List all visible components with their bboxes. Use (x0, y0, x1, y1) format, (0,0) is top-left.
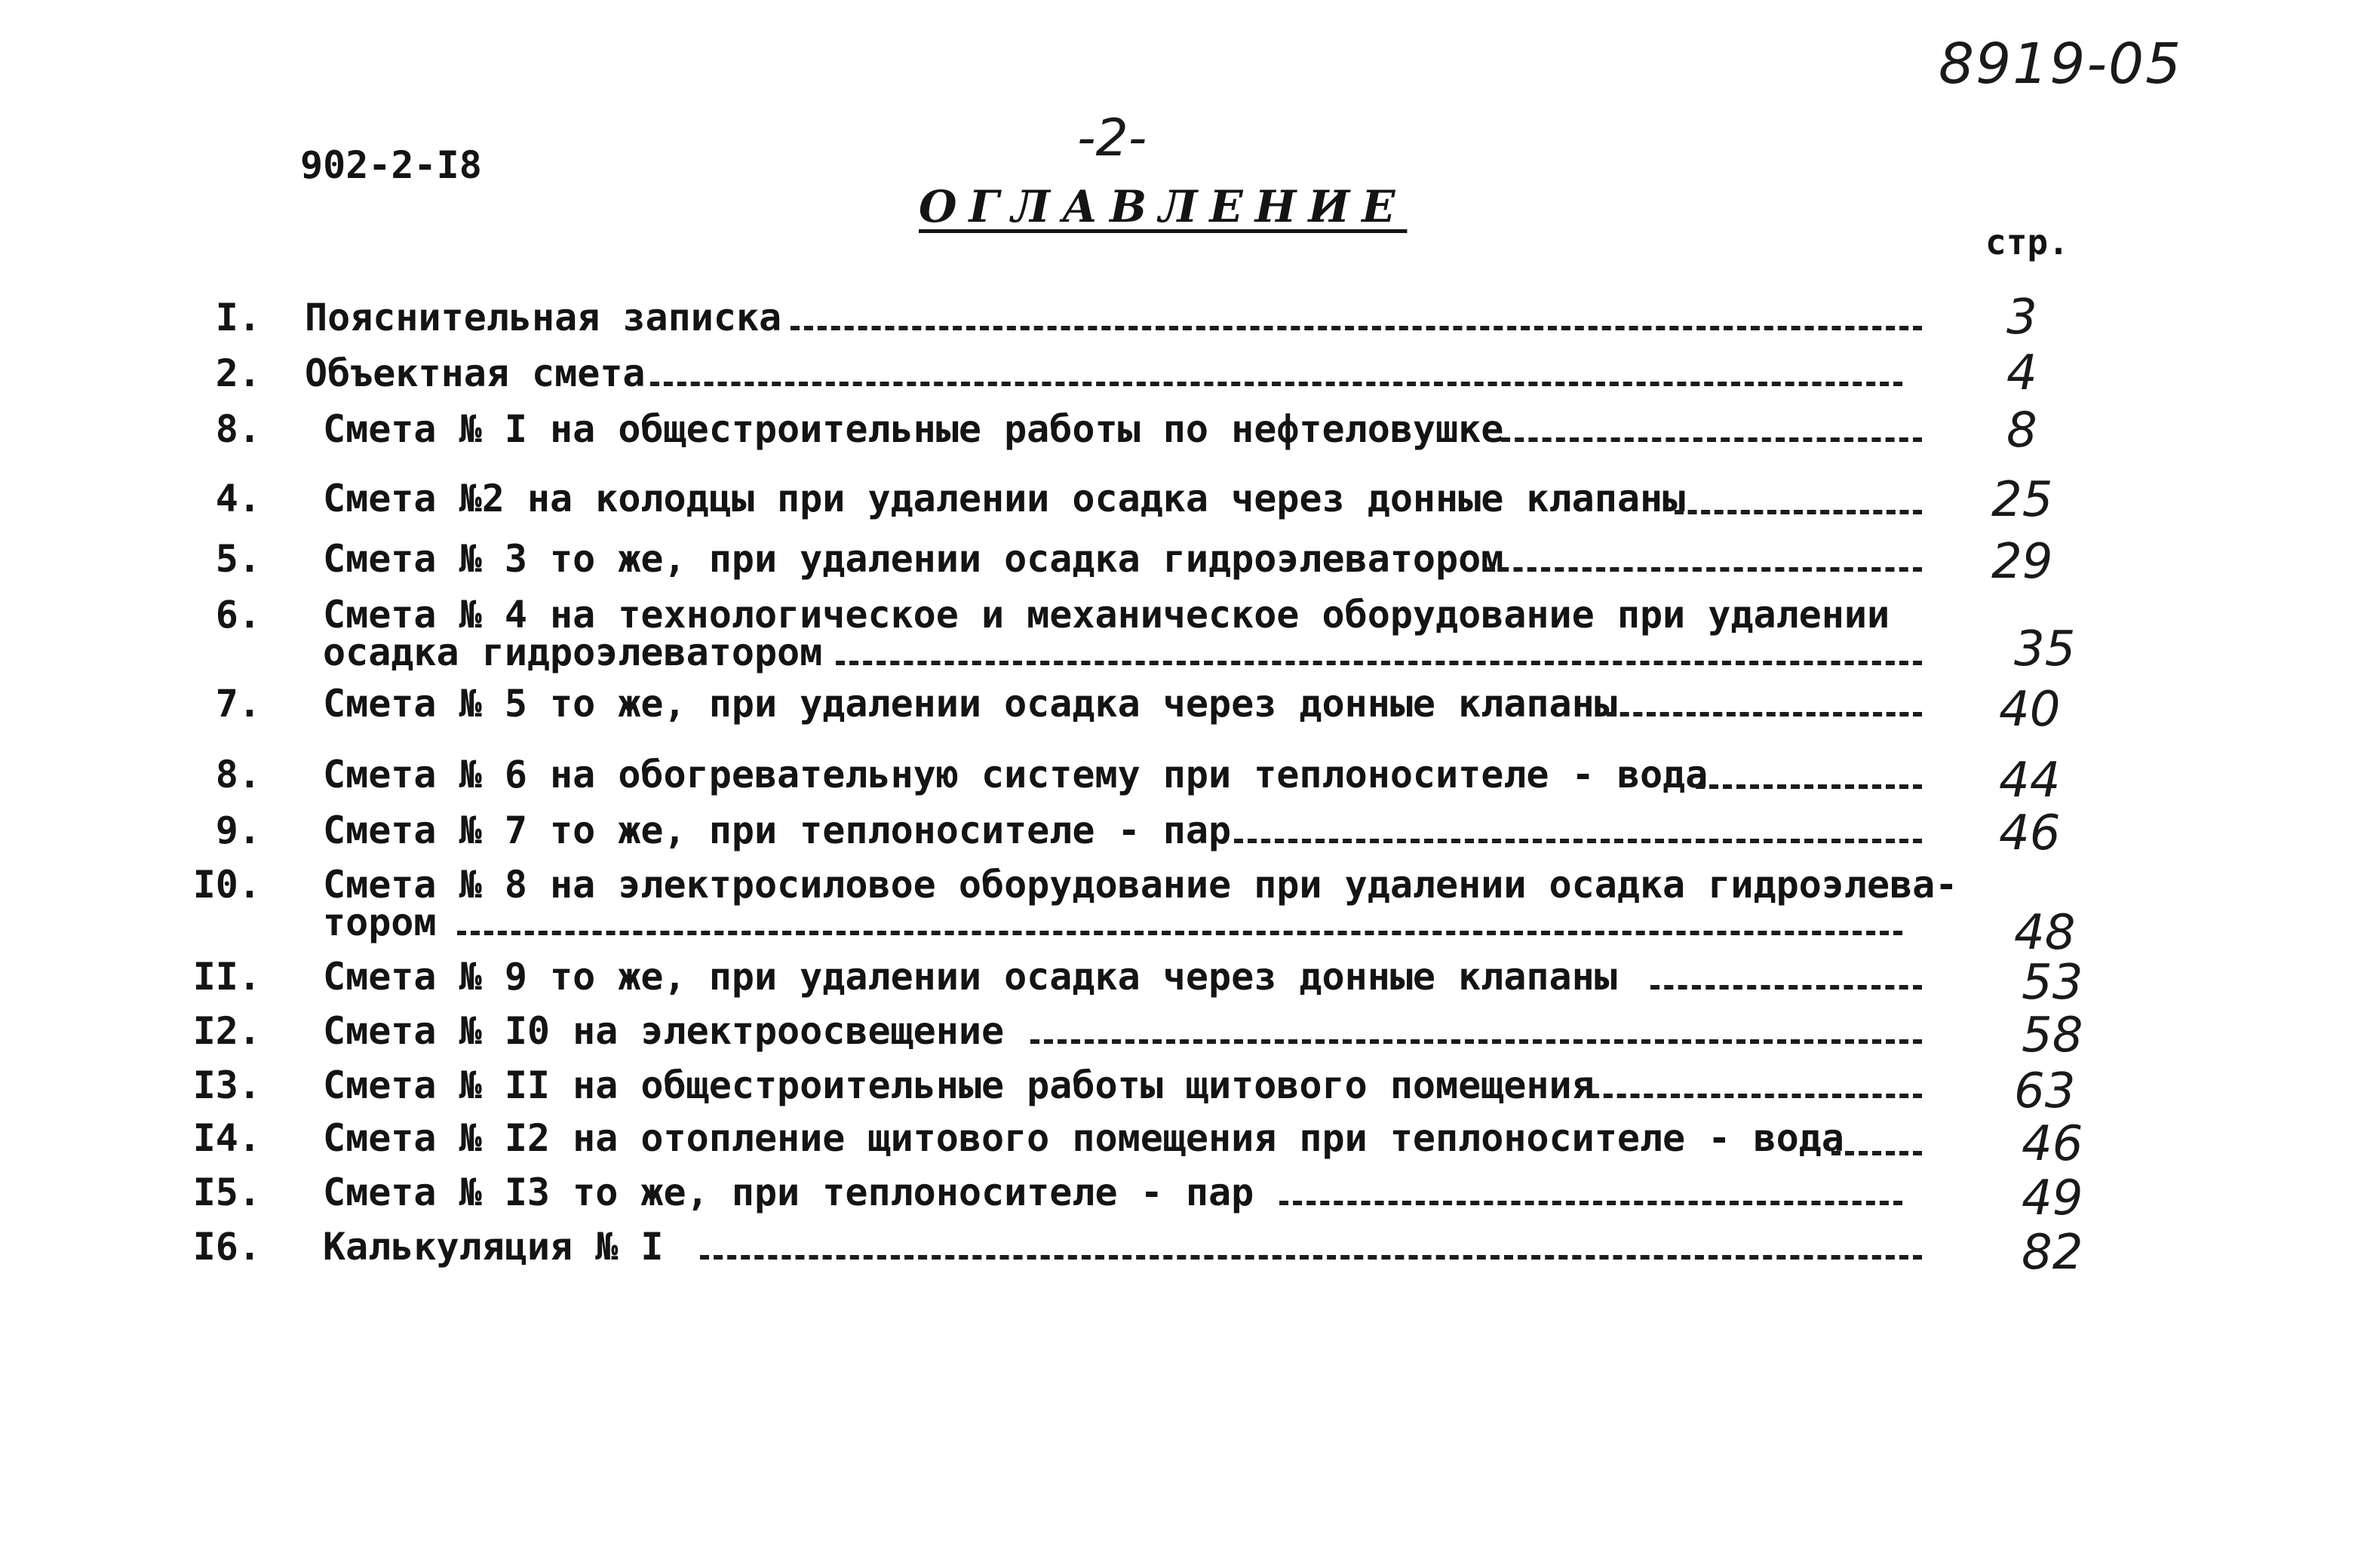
dot-leader (1675, 510, 1922, 514)
toc-entry-page: 58 (2022, 1008, 2083, 1063)
dot-leader (1590, 1094, 1922, 1098)
toc-entry-number: 8. (215, 407, 261, 451)
toc-entry-text: Калькуляция № I (323, 1225, 664, 1269)
dot-leader (1831, 1151, 1922, 1155)
page-number: -2- (1077, 109, 1147, 168)
toc-entry-number: 9. (215, 809, 261, 852)
toc-entry-text: Смета № I0 на электроосвещение (323, 1009, 1005, 1053)
toc-entry-text: Смета № I2 на отопление щитового помещения при теплоносителе - вода (323, 1116, 1844, 1160)
toc-entry-number: I0. (192, 863, 261, 907)
toc-entry-page: 48 (2014, 905, 2076, 961)
dot-leader (1650, 985, 1922, 990)
toc-entry-number: 5. (215, 537, 261, 581)
toc-entry-page: 44 (1999, 753, 2061, 809)
toc-entry-number: 8. (215, 753, 261, 796)
toc-entry-number: 4. (215, 477, 261, 520)
toc-entry-number: II. (192, 955, 261, 999)
dot-leader (836, 661, 1922, 665)
dot-leader (1607, 712, 1922, 716)
toc-entry-page: 25 (1991, 472, 2053, 528)
toc-entry-text: Пояснительная записка (305, 296, 782, 339)
dot-leader (1501, 437, 1922, 442)
document-code: 902-2-I8 (300, 143, 482, 187)
toc-entry-number: 6. (215, 593, 261, 637)
toc-entry-text: Смета № 9 то же, при удалении осадка через донные клапаны (323, 955, 1617, 999)
toc-entry-text: Смета № I на общестроительные работы по нефтеловушке (323, 407, 1504, 451)
toc-entry-number: I5. (192, 1171, 261, 1214)
archive-number: 8919-05 (1939, 32, 2183, 97)
toc-entry-number: I6. (192, 1225, 261, 1269)
toc-entry-text: Смета № 4 на технологическое и механическое оборудование при удалении (323, 593, 1890, 637)
toc-entry-page: 29 (1991, 534, 2053, 590)
toc-entry-text: Смета № 3 то же, при удалении осадка гидроэлеватором (323, 537, 1504, 581)
toc-entry-page: 3 (2006, 290, 2037, 345)
toc-entry-page: 82 (2022, 1225, 2083, 1281)
toc-entry-page: 49 (2022, 1171, 2083, 1226)
dot-leader (1030, 1039, 1922, 1044)
toc-entry-page: 40 (1999, 682, 2061, 738)
toc-entry-page: 46 (1999, 805, 2061, 861)
toc-entry-page: 46 (2022, 1116, 2083, 1172)
toc-entry-number: I3. (192, 1063, 261, 1107)
dot-leader (1234, 839, 1922, 843)
dot-leader (1486, 567, 1922, 572)
toc-entry-page: 4 (2006, 345, 2037, 401)
toc-entry-number: I4. (192, 1116, 261, 1160)
toc-entry-number: I2. (192, 1009, 261, 1053)
toc-entry-text: Смета №2 на колодцы при удалении осадка через донные клапаны (323, 477, 1686, 520)
toc-entry-text-continued: осадка гидроэлеватором (323, 631, 823, 674)
toc-entry-page: 63 (2014, 1063, 2076, 1119)
toc-entry-page: 8 (2006, 403, 2037, 459)
dot-leader (791, 326, 1922, 330)
toc-entry-text: Объектная смета (305, 351, 646, 395)
toc-entry-text: Смета № 6 на обогревательную систему при теплоносителе - вода (323, 753, 1709, 796)
toc-entry-page: 53 (2022, 955, 2083, 1011)
toc-entry-text: Смета № 8 на электросиловое оборудование при удалении осадка гидроэлева- (323, 863, 1958, 907)
toc-entry-page: 35 (2014, 621, 2076, 677)
dot-leader (1279, 1201, 1902, 1205)
toc-entry-text: Смета № I3 то же, при теплоносителе - пар (323, 1171, 1254, 1214)
dot-leader (1696, 784, 1922, 789)
toc-entry-number: 7. (215, 682, 261, 726)
dot-leader (457, 931, 1902, 935)
page-column-header: стр. (1985, 222, 2069, 262)
toc-entry-number: I. (215, 296, 261, 339)
toc-entry-text: Смета № 7 то же, при теплоносителе - пар (323, 809, 1232, 852)
toc-entry-text: Смета № 5 то же, при удалении осадка через донные клапаны (323, 682, 1617, 726)
toc-entry-number: 2. (215, 351, 261, 395)
dot-leader (700, 1255, 1922, 1260)
dot-leader (650, 382, 1902, 386)
toc-entry-text-continued: тором (323, 901, 437, 944)
toc-entry-text: Смета № II на общестроительные работы щитового помещения (323, 1063, 1595, 1107)
toc-title: ОГЛАВЛЕНИЕ (919, 181, 1408, 232)
